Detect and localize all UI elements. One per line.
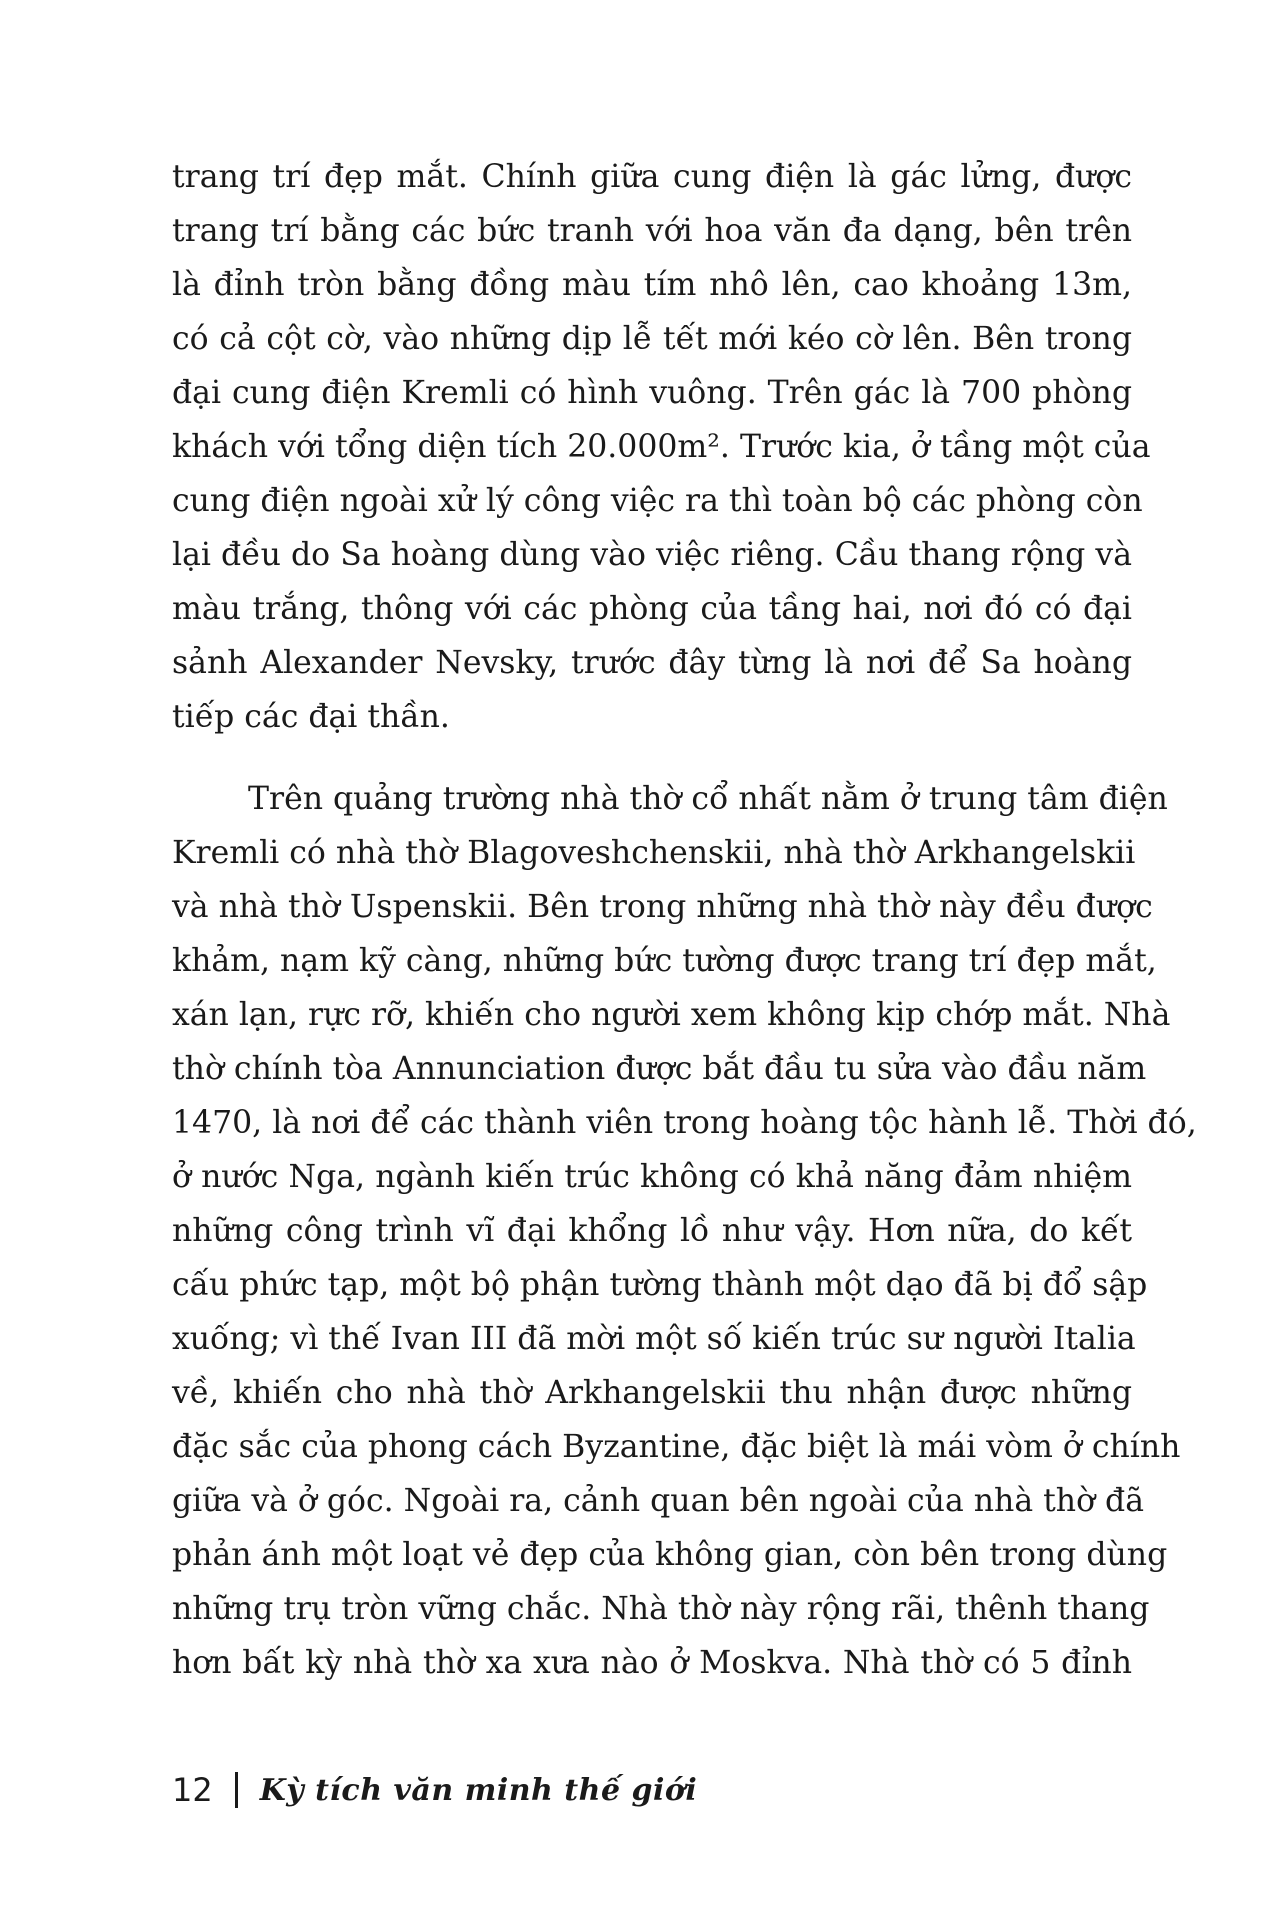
text-line: 1470, là nơi để các thành viên trong hoàng tộc hành lễ. Thời đó, (172, 1105, 1197, 1141)
text-line: là đỉnh tròn bằng đồng màu tím nhô lên, cao khoảng 13m, (172, 267, 1132, 303)
body-text (172, 150, 1197, 1690)
text-line: những công trình vĩ đại khổng lồ như vậy. Hơn nữa, do kết (172, 1213, 1132, 1249)
text-line: trang trí bằng các bức tranh với hoa văn đa dạng, bên trên (172, 213, 1132, 249)
text-line (172, 420, 1151, 474)
text-line: tiếp các đại thần. (172, 699, 450, 735)
page-number: 12 (172, 1771, 213, 1809)
text-line: cấu phức tạp, một bộ phận tường thành một dạo đã bị đổ sập (172, 1267, 1148, 1303)
text-line: có cả cột cờ, vào những dịp lễ tết mới kéo cờ lên. Bên trong (172, 321, 1132, 357)
text-line: Kremli có nhà thờ Blagoveshchenskii, nhà thờ Arkhangelskii (172, 835, 1136, 871)
text-line: Trên quảng trường nhà thờ cổ nhất nằm ở trung tâm điện (248, 781, 1168, 817)
page-footer (172, 1760, 697, 1820)
text-line: và nhà thờ Uspenskii. Bên trong những nhà thờ này đều được (172, 889, 1153, 925)
text-line: sảnh Alexander Nevsky, trước đây từng là nơi để Sa hoàng (172, 645, 1132, 681)
text-line: lại đều do Sa hoàng dùng vào việc riêng. Cầu thang rộng và (172, 537, 1132, 573)
footer-divider (235, 1772, 238, 1808)
text-line: trang trí đẹp mắt. Chính giữa cung điện là gác lửng, được (172, 159, 1132, 195)
text-line: xuống; vì thế Ivan III đã mời một số kiến trúc sư người Italia (172, 1321, 1136, 1357)
text-line: về, khiến cho nhà thờ Arkhangelskii thu nhận được những (172, 1375, 1132, 1411)
text-line: khảm, nạm kỹ càng, những bức tường được trang trí đẹp mắt, (172, 943, 1157, 979)
text-line: đặc sắc của phong cách Byzantine, đặc biệt là mái vòm ở chính (172, 1429, 1181, 1465)
text-line: cung điện ngoài xử lý công việc ra thì toàn bộ các phòng còn (172, 483, 1143, 519)
text-line: xán lạn, rực rỡ, khiến cho người xem không kịp chớp mắt. Nhà (172, 997, 1171, 1033)
paragraph-spacer (172, 744, 1132, 772)
text-line: giữa và ở góc. Ngoài ra, cảnh quan bên ngoài của nhà thờ đã (172, 1483, 1144, 1519)
text-line: màu trắng, thông với các phòng của tầng hai, nơi đó có đại (172, 591, 1132, 627)
text-line: đại cung điện Kremli có hình vuông. Trên gác là 700 phòng (172, 375, 1132, 411)
text-line: thờ chính tòa Annunciation được bắt đầu tu sửa vào đầu năm (172, 1051, 1147, 1087)
text-line: những trụ tròn vững chắc. Nhà thờ này rộng rãi, thênh thang (172, 1591, 1150, 1627)
text-line: phản ánh một loạt vẻ đẹp của không gian, còn bên trong dùng (172, 1537, 1168, 1573)
text-line-part: . Trước kia, ở tầng một của (719, 429, 1151, 465)
running-title: Kỳ tích văn minh thế giới (259, 1772, 698, 1808)
text-line: hơn bất kỳ nhà thờ xa xưa nào ở Moskva. Nhà thờ có 5 đỉnh (172, 1645, 1132, 1681)
text-line: ở nước Nga, ngành kiến trúc không có khả năng đảm nhiệm (172, 1159, 1132, 1195)
paragraph-2 (172, 772, 1197, 1690)
paragraph-1 (172, 150, 1151, 744)
text-line-part: khách với tổng diện tích 20.000m² (172, 429, 720, 465)
